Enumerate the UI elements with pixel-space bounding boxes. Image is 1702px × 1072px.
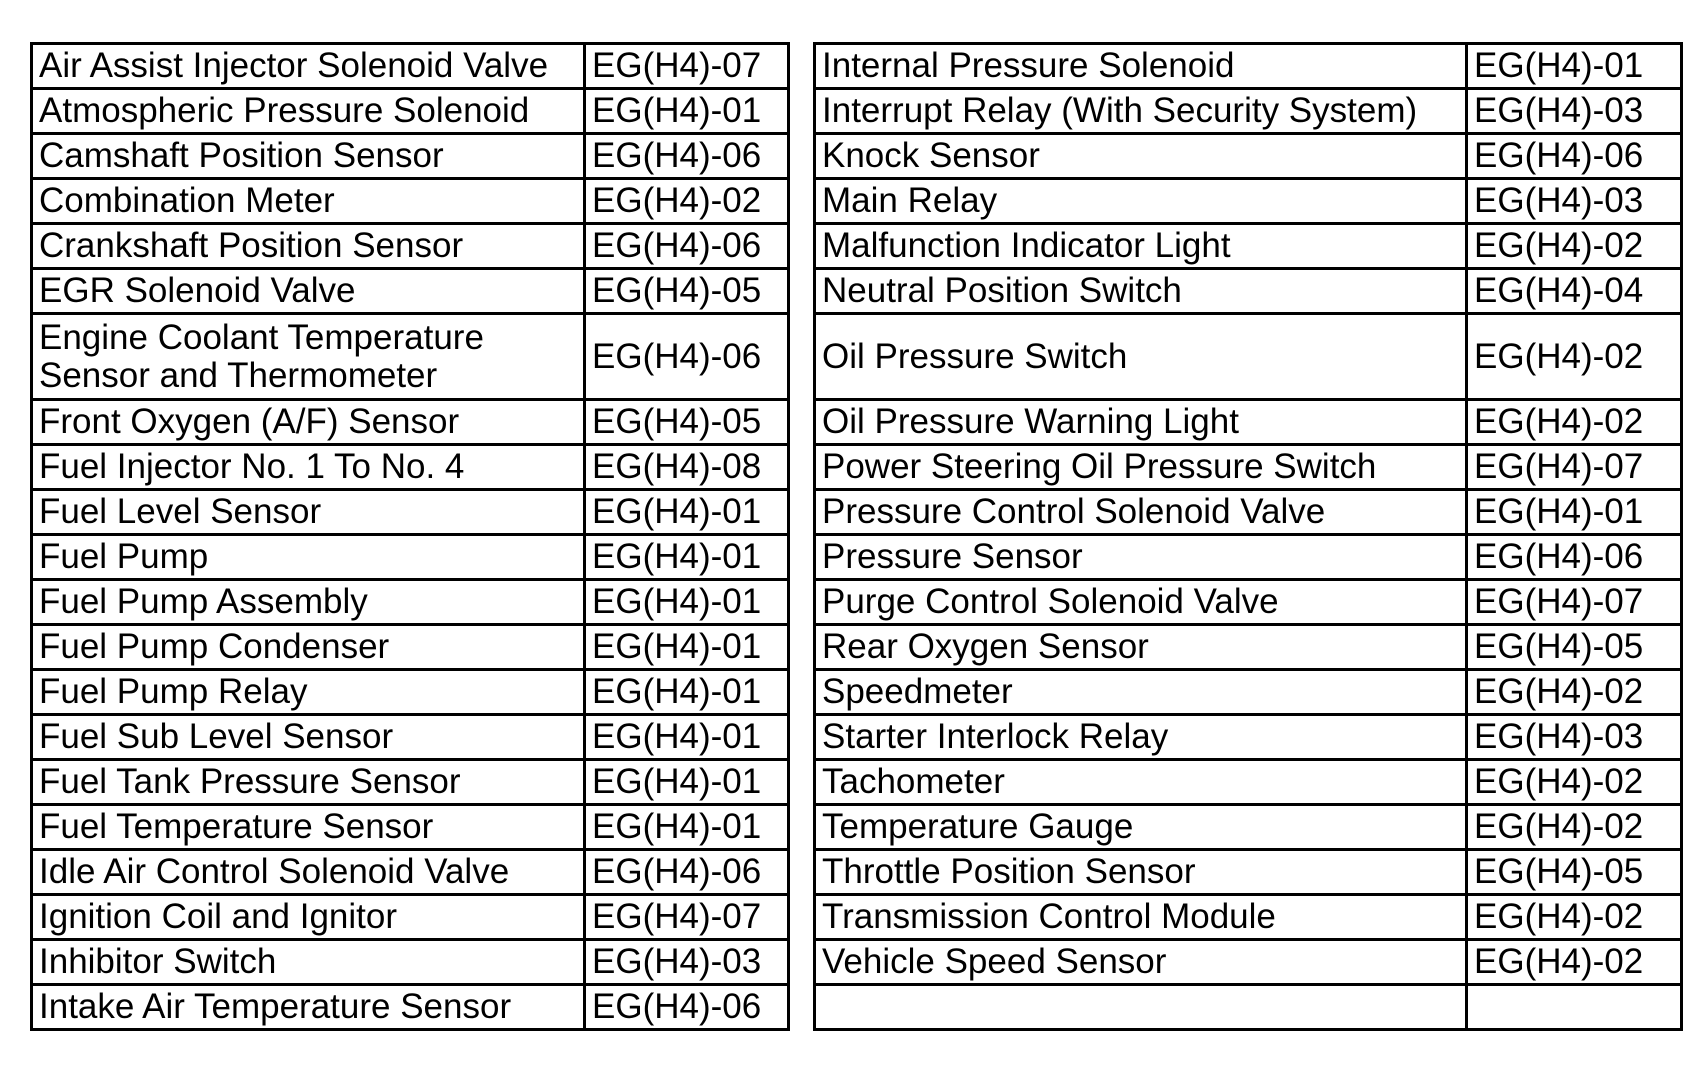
component-name: Pressure Control Solenoid Valve <box>815 490 1467 535</box>
section-ref: EG(H4)-05 <box>1467 625 1682 670</box>
section-ref: EG(H4)-06 <box>585 850 789 895</box>
table-row <box>32 895 789 940</box>
component-name <box>32 314 585 400</box>
section-ref: EG(H4)-06 <box>585 314 789 400</box>
table-row <box>32 490 789 535</box>
section-ref: EG(H4)-02 <box>1467 670 1682 715</box>
table-row <box>32 179 789 224</box>
table-row <box>815 490 1682 535</box>
table-row <box>32 625 789 670</box>
component-name: Knock Sensor <box>815 134 1467 179</box>
table-row <box>815 805 1682 850</box>
table-row <box>815 134 1682 179</box>
table-row <box>32 134 789 179</box>
table-row <box>815 400 1682 445</box>
table-row <box>815 580 1682 625</box>
section-ref: EG(H4)-03 <box>585 940 789 985</box>
section-ref: EG(H4)-05 <box>585 400 789 445</box>
section-ref: EG(H4)-02 <box>1467 314 1682 400</box>
section-ref: EG(H4)-01 <box>585 490 789 535</box>
table-row <box>32 760 789 805</box>
table-row <box>815 314 1682 400</box>
component-name: Oil Pressure Switch <box>815 314 1467 400</box>
component-name: Fuel Sub Level Sensor <box>32 715 585 760</box>
table-row <box>815 89 1682 134</box>
table-row <box>815 895 1682 940</box>
table-row <box>32 89 789 134</box>
component-name: Fuel Pump Assembly <box>32 580 585 625</box>
component-name: Atmospheric Pressure Solenoid <box>32 89 585 134</box>
table-row <box>815 445 1682 490</box>
component-name: Intake Air Temperature Sensor <box>32 985 585 1030</box>
section-ref: EG(H4)-06 <box>1467 535 1682 580</box>
section-ref: EG(H4)-01 <box>1467 44 1682 89</box>
section-ref: EG(H4)-06 <box>1467 134 1682 179</box>
component-name: Starter Interlock Relay <box>815 715 1467 760</box>
table-row <box>815 535 1682 580</box>
table-row <box>815 179 1682 224</box>
component-name: Speedmeter <box>815 670 1467 715</box>
section-ref: EG(H4)-06 <box>585 134 789 179</box>
section-ref: EG(H4)-01 <box>585 535 789 580</box>
section-ref: EG(H4)-02 <box>1467 760 1682 805</box>
component-name: Fuel Injector No. 1 To No. 4 <box>32 445 585 490</box>
table-row <box>32 985 789 1030</box>
section-ref: EG(H4)-01 <box>585 805 789 850</box>
component-name: Air Assist Injector Solenoid Valve <box>32 44 585 89</box>
component-name-line: Sensor and Thermometer <box>39 355 438 395</box>
component-name-line: Engine Coolant Temperature <box>39 317 484 357</box>
table-row <box>815 670 1682 715</box>
table-row-empty <box>815 985 1682 1030</box>
component-name: Fuel Level Sensor <box>32 490 585 535</box>
section-ref: EG(H4)-01 <box>585 625 789 670</box>
component-name: Combination Meter <box>32 179 585 224</box>
section-ref: EG(H4)-06 <box>585 224 789 269</box>
component-name: Ignition Coil and Ignitor <box>32 895 585 940</box>
table-row <box>815 940 1682 985</box>
section-ref: EG(H4)-07 <box>1467 445 1682 490</box>
section-ref: EG(H4)-01 <box>585 715 789 760</box>
component-name: Rear Oxygen Sensor <box>815 625 1467 670</box>
section-ref: EG(H4)-01 <box>585 580 789 625</box>
table-row <box>32 535 789 580</box>
table-row <box>32 224 789 269</box>
table-row <box>32 44 789 89</box>
section-ref: EG(H4)-01 <box>1467 490 1682 535</box>
component-name: Temperature Gauge <box>815 805 1467 850</box>
table-row <box>815 850 1682 895</box>
section-ref: EG(H4)-01 <box>585 670 789 715</box>
component-name: Fuel Temperature Sensor <box>32 805 585 850</box>
section-ref: EG(H4)-07 <box>585 895 789 940</box>
component-name: Front Oxygen (A/F) Sensor <box>32 400 585 445</box>
section-ref: EG(H4)-02 <box>1467 805 1682 850</box>
component-name: Camshaft Position Sensor <box>32 134 585 179</box>
table-row <box>815 625 1682 670</box>
table-row <box>32 445 789 490</box>
component-name: Power Steering Oil Pressure Switch <box>815 445 1467 490</box>
component-name: Fuel Pump Condenser <box>32 625 585 670</box>
table-row <box>32 850 789 895</box>
component-name: Internal Pressure Solenoid <box>815 44 1467 89</box>
component-name: Throttle Position Sensor <box>815 850 1467 895</box>
section-ref: EG(H4)-03 <box>1467 179 1682 224</box>
component-name: Fuel Pump Relay <box>32 670 585 715</box>
component-name: Tachometer <box>815 760 1467 805</box>
component-name: Transmission Control Module <box>815 895 1467 940</box>
section-ref: EG(H4)-06 <box>585 985 789 1030</box>
table-row <box>815 44 1682 89</box>
section-ref: EG(H4)-02 <box>1467 895 1682 940</box>
table-row <box>815 760 1682 805</box>
section-ref: EG(H4)-03 <box>1467 89 1682 134</box>
table-row <box>32 940 789 985</box>
component-index-sheet <box>30 42 1680 1026</box>
component-name: Main Relay <box>815 179 1467 224</box>
component-name: Malfunction Indicator Light <box>815 224 1467 269</box>
component-name: Idle Air Control Solenoid Valve <box>32 850 585 895</box>
left-component-table <box>30 42 790 1031</box>
component-name: Inhibitor Switch <box>32 940 585 985</box>
section-ref: EG(H4)-01 <box>585 89 789 134</box>
component-name: Interrupt Relay (With Security System) <box>815 89 1467 134</box>
table-row <box>815 224 1682 269</box>
table-row <box>32 670 789 715</box>
table-row <box>32 805 789 850</box>
component-name: Oil Pressure Warning Light <box>815 400 1467 445</box>
section-ref: EG(H4)-08 <box>585 445 789 490</box>
table-row <box>32 400 789 445</box>
component-name: Fuel Pump <box>32 535 585 580</box>
component-name: EGR Solenoid Valve <box>32 269 585 314</box>
component-name <box>815 985 1467 1030</box>
right-component-table <box>813 42 1683 1031</box>
section-ref: EG(H4)-05 <box>1467 850 1682 895</box>
table-row <box>32 580 789 625</box>
component-name: Vehicle Speed Sensor <box>815 940 1467 985</box>
section-ref: EG(H4)-01 <box>585 760 789 805</box>
table-row <box>32 269 789 314</box>
section-ref: EG(H4)-03 <box>1467 715 1682 760</box>
table-row <box>32 715 789 760</box>
component-name: Purge Control Solenoid Valve <box>815 580 1467 625</box>
component-name: Pressure Sensor <box>815 535 1467 580</box>
section-ref: EG(H4)-05 <box>585 269 789 314</box>
component-name: Neutral Position Switch <box>815 269 1467 314</box>
section-ref: EG(H4)-02 <box>585 179 789 224</box>
section-ref: EG(H4)-02 <box>1467 940 1682 985</box>
section-ref: EG(H4)-02 <box>1467 224 1682 269</box>
section-ref: EG(H4)-04 <box>1467 269 1682 314</box>
component-name: Crankshaft Position Sensor <box>32 224 585 269</box>
section-ref: EG(H4)-07 <box>585 44 789 89</box>
component-name: Fuel Tank Pressure Sensor <box>32 760 585 805</box>
section-ref: EG(H4)-02 <box>1467 400 1682 445</box>
section-ref: EG(H4)-07 <box>1467 580 1682 625</box>
section-ref <box>1467 985 1682 1030</box>
table-row <box>815 269 1682 314</box>
table-row <box>815 715 1682 760</box>
table-row <box>32 314 789 400</box>
